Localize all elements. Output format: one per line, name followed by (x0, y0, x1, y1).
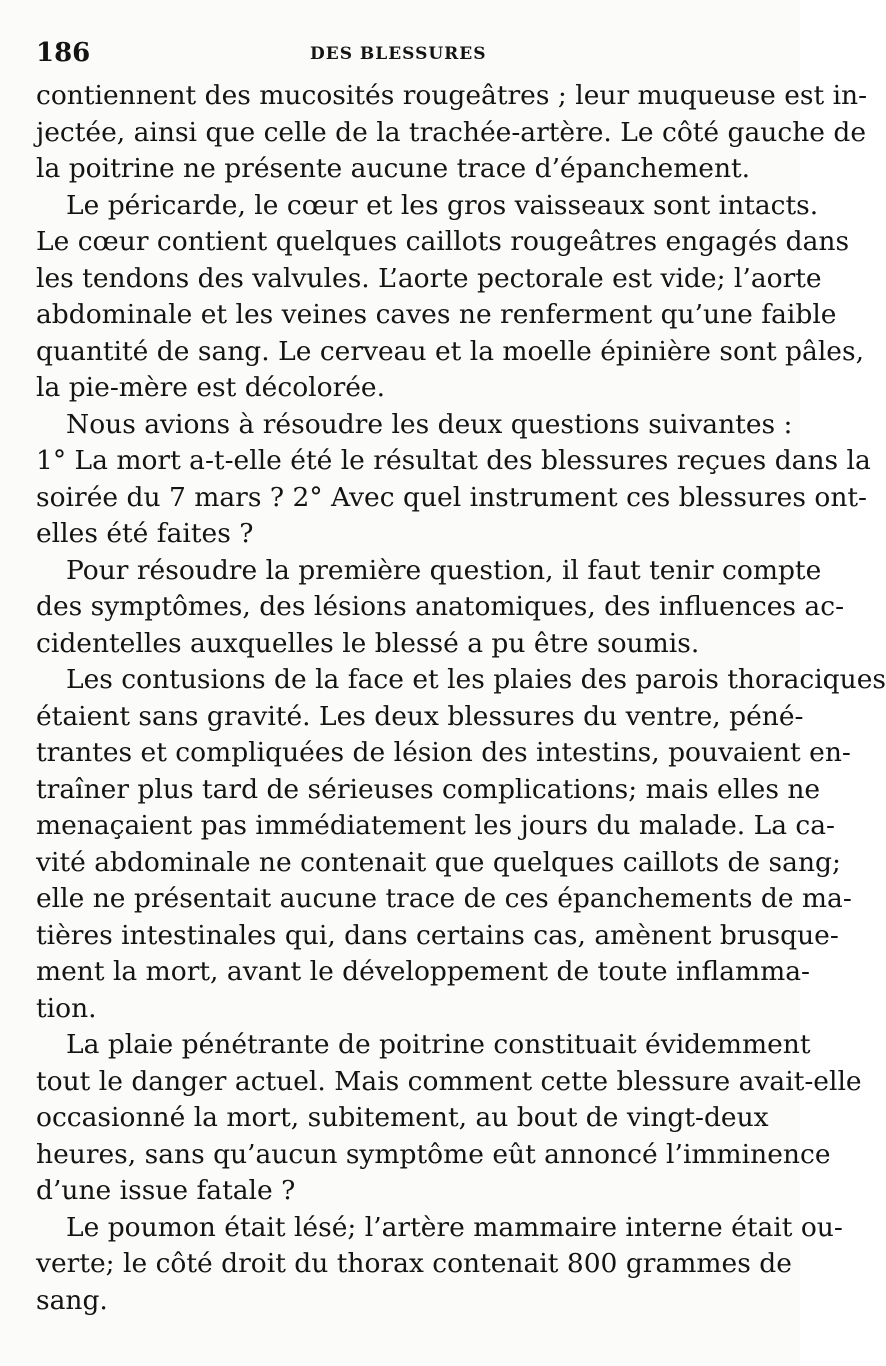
running-title: DES BLESSURES (310, 44, 487, 64)
text-line: la pie-mère est décolorée. (36, 372, 386, 403)
text-line: vité abdominale ne contenait que quelques caillots de sang; (36, 846, 841, 878)
paragraph (36, 1210, 843, 1320)
text-line: Nous avions à résoudre les deux questions suivantes : (66, 408, 793, 440)
page-number: 186 (36, 38, 91, 68)
paragraph (36, 553, 845, 663)
paragraph (36, 407, 871, 553)
text-line: cidentelles auxquelles le blessé a pu être soumis. (36, 627, 700, 659)
text-line: elles été faites ? (36, 518, 254, 549)
text-line: occasionné la mort, subitement, au bout de vingt-deux (36, 1102, 769, 1133)
paragraph (36, 662, 886, 1027)
text-line: tout le danger actuel. Mais comment cette blessure avait-elle (36, 1065, 862, 1097)
text-line: Les contusions de la face et les plaies des parois thoraciques (66, 664, 886, 695)
text-line: d’une issue fatale ? (36, 1175, 296, 1206)
text-line: trantes et compliquées de lésion des intestins, pouvaient en- (36, 737, 851, 768)
page-header (36, 38, 760, 74)
paragraph (36, 1027, 862, 1210)
text-line: tières intestinales qui, dans certains cas, amènent brusque- (36, 919, 839, 951)
text-line: les tendons des valvules. L’aorte pectorale est vide; l’aorte (36, 262, 822, 294)
paragraph (36, 188, 864, 407)
text-line: contiennent des mucosités rougeâtres ; leur muqueuse est in- (36, 80, 868, 111)
text-line: Le poumon était lésé; l’artère mammaire interne était ou- (66, 1211, 843, 1243)
text-line: traîner plus tard de sérieuses complications; mais elles ne (36, 773, 821, 805)
text-line: tion. (36, 992, 97, 1024)
text-line: menaçaient pas immédiatement les jours du malade. La ca- (36, 810, 836, 841)
text-line: sang. (36, 1284, 108, 1316)
text-line: jectée, ainsi que celle de la trachée-artère. Le côté gauche de (36, 116, 867, 148)
text-line: ment la mort, avant le développement de toute inflamma- (36, 956, 810, 987)
paragraph (36, 78, 868, 188)
text-line: étaient sans gravité. Les deux blessures du ventre, péné- (36, 700, 804, 732)
text-line: soirée du 7 mars ? 2° Avec quel instrument ces blessures ont- (36, 481, 868, 513)
text-line: heures, sans qu’aucun symptôme eût annoncé l’imminence (36, 1138, 831, 1170)
text-line: Pour résoudre la première question, il faut tenir compte (66, 554, 822, 586)
text-line: quantité de sang. Le cerveau et la moelle épinière sont pâles, (36, 335, 864, 367)
text-line: Le péricarde, le cœur et les gros vaisseaux sont intacts. (66, 189, 819, 221)
text-line: la poitrine ne présente aucune trace d’épanchement. (36, 153, 751, 184)
text-line: 1° La mort a-t-elle été le résultat des blessures reçues dans la (36, 445, 871, 476)
text-line: La plaie pénétrante de poitrine constituait évidemment (66, 1029, 811, 1060)
body-text (36, 78, 886, 1319)
text-line: des symptômes, des lésions anatomiques, des influences ac- (36, 591, 845, 622)
text-line: Le cœur contient quelques caillots rougeâtres engagés dans (36, 226, 850, 257)
text-line: abdominale et les veines caves ne renferment qu’une faible (36, 299, 837, 330)
text-line: verte; le côté droit du thorax contenait 800 grammes de (36, 1248, 792, 1279)
text-line: elle ne présentait aucune trace de ces épanchements de ma- (36, 883, 852, 914)
